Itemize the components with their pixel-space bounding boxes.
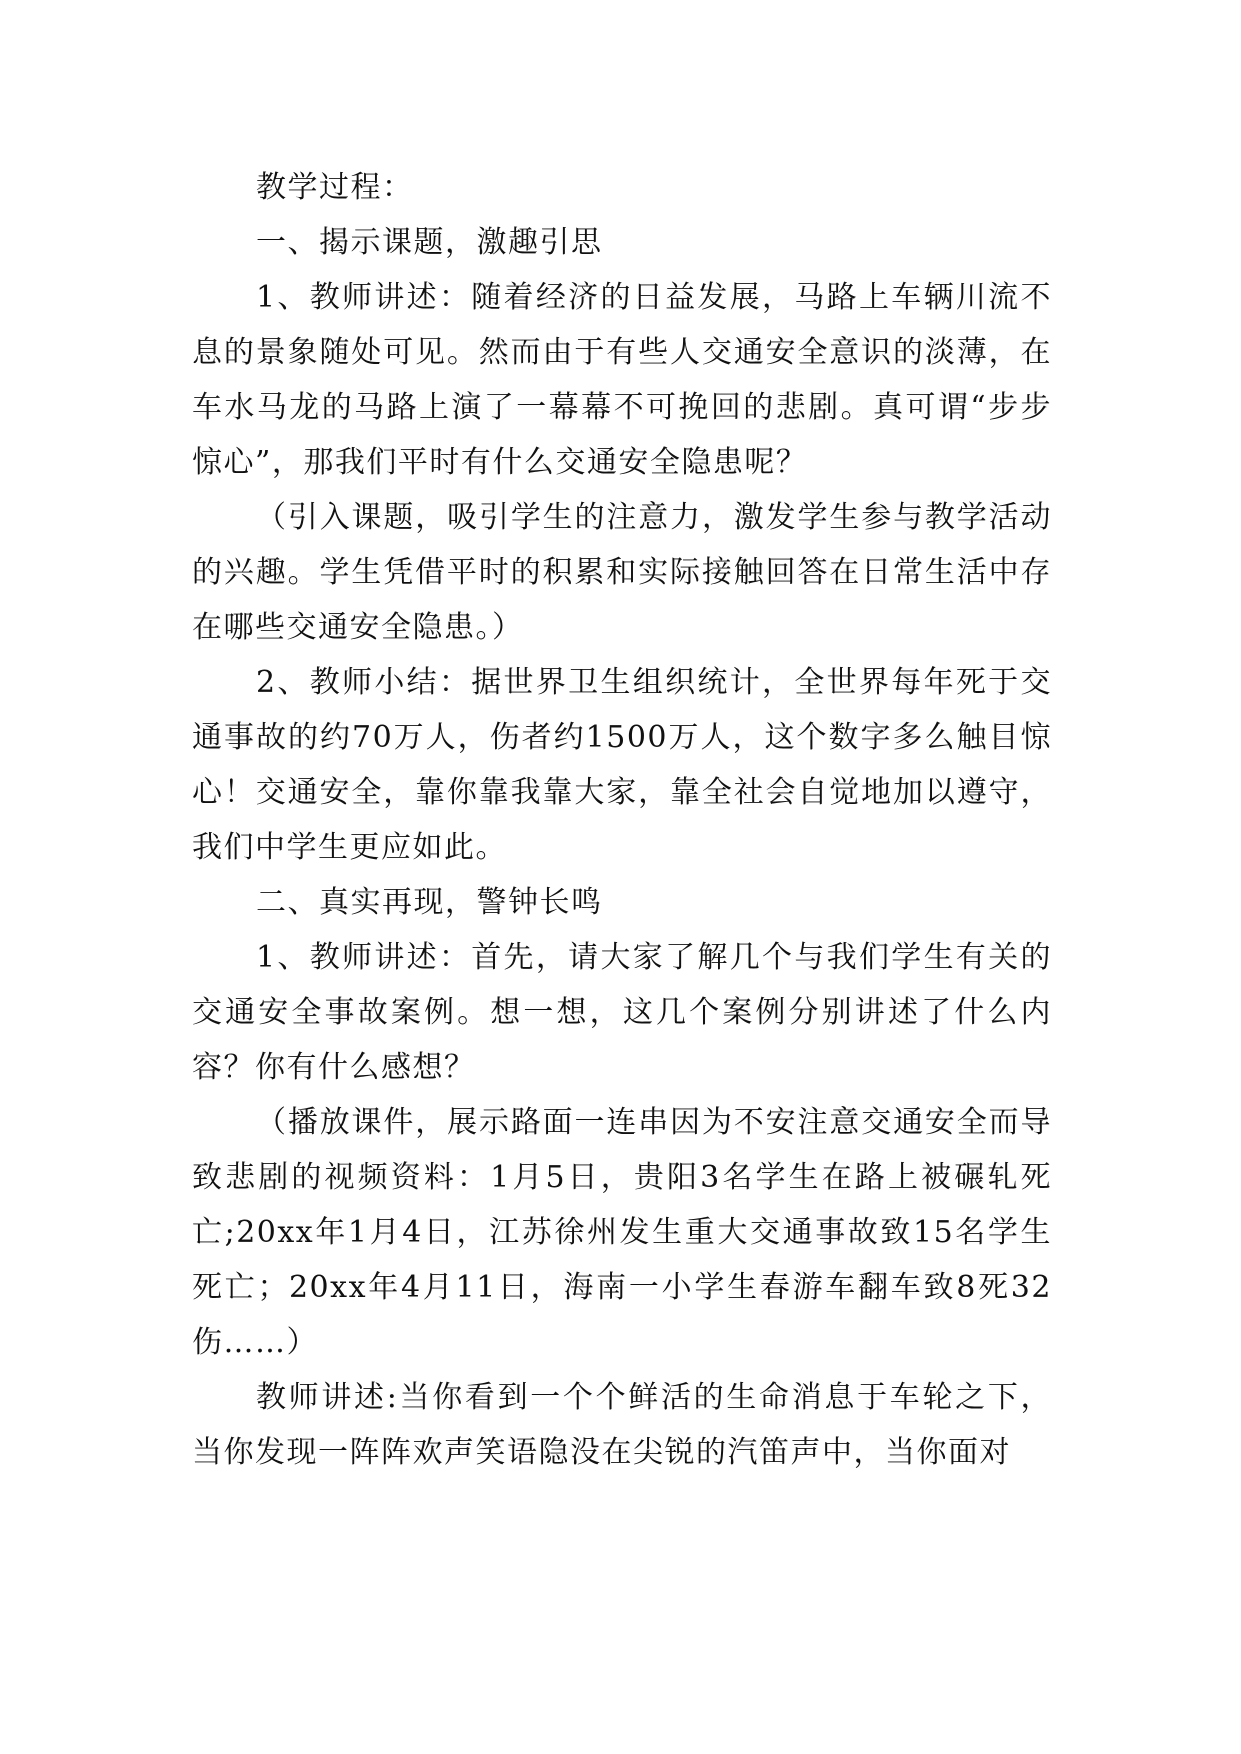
paragraph-teacher-narration-2: 1、教师讲述：首先，请大家了解几个与我们学生有关的交通安全事故案例。想一想，这几个案例分别讲述了什么内容？你有什么感想？ xyxy=(192,940,1052,1085)
heading-teaching-process: 教学过程： xyxy=(256,170,414,205)
paragraph-note-1: （引入课题，吸引学生的注意力，激发学生参与教学活动的兴趣。学生凭借平时的积累和实际接触回答在日常生活中存在哪些交通安全隐患。） xyxy=(192,500,1052,645)
paragraph-teacher-narration-1: 1、教师讲述：随着经济的日益发展，马路上车辆川流不息的景象随处可见。然而由于有些人交通安全意识的淡薄，在车水马龙的马路上演了一幕幕不可挽回的悲剧。真可谓“步步惊心”，那我们平时有什么交通安全隐患呢？ xyxy=(192,280,1052,480)
section-heading-2: 二、真实再现，警钟长鸣 xyxy=(256,885,603,920)
paragraph-note-2: （播放课件，展示路面一连串因为不安注意交通安全而导致悲剧的视频资料：1月5日，贵阳3名学生在路上被碾轧死亡;20xx年1月4日，江苏徐州发生重大交通事故致15名学生死亡；20xx年4月11日，海南一小学生春游车翻车致8死32伤……） xyxy=(192,1105,1052,1360)
document-body xyxy=(192,160,1052,1480)
section-heading-1: 一、揭示课题，激趣引思 xyxy=(256,225,603,260)
paragraph-teacher-summary: 2、教师小结：据世界卫生组织统计，全世界每年死于交通事故的约70万人，伤者约1500万人，这个数字多么触目惊心！交通安全，靠你靠我靠大家，靠全社会自觉地加以遵守，我们中学生更应如此。 xyxy=(192,665,1052,865)
paragraph-teacher-narration-3: 教师讲述:当你看到一个个鲜活的生命消息于车轮之下，当你发现一阵阵欢声笑语隐没在尖锐的汽笛声中，当你面对 xyxy=(192,1380,1052,1470)
